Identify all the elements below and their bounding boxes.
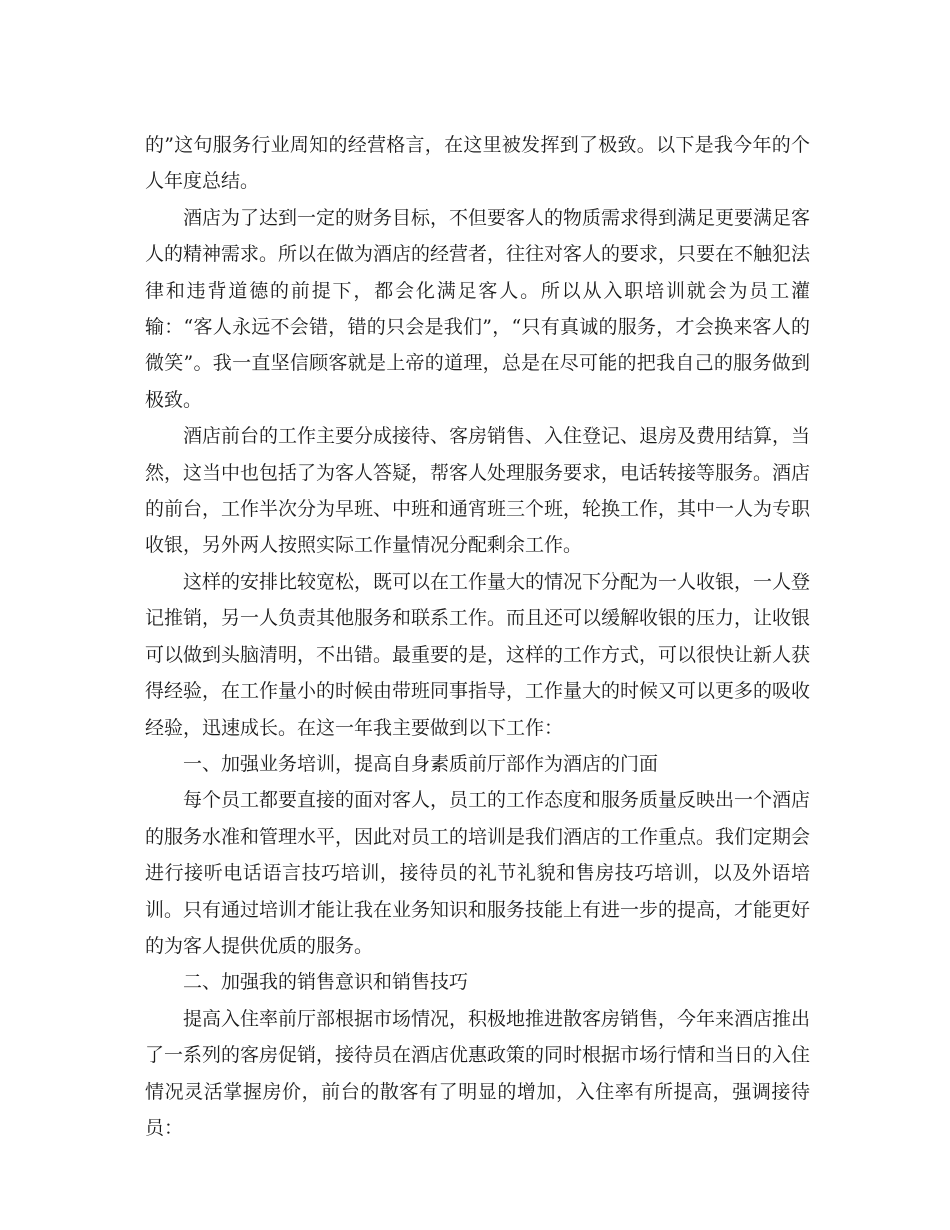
document-body	[145, 127, 810, 1146]
paragraph-training: 每个员工都要直接的面对客人，员工的工作态度和服务质量反映出一个酒店的服务水准和管理水平，因此对员工的培训是我们酒店的工作重点。我们定期会进行接听电话语言技巧培训，接待员的礼节礼貌和售房技巧培训，以及外语培训。只有通过培训才能让我在业务知识和服务技能上有进一步的提高，才能更好的为客人提供优质的服务。	[145, 789, 811, 957]
section-heading-sales: 二、加强我的销售意识和销售技巧	[183, 971, 469, 994]
paragraph-financial-goals: 酒店为了达到一定的财务目标，不但要客人的物质需求得到满足更要满足客人的精神需求。所以在做为酒店的经营者，往往对客人的要求，只要在不触犯法律和违背道德的前提下，都会化满足客人。所以从入职培训就会为员工灌输：“客人永远不会错，错的只会是我们”，“只有真诚的服务，才会换来客人的微笑”。我一直坚信顾客就是上帝的道理，总是在尽可能的把我自己的服务做到极致。	[145, 206, 811, 411]
paragraph-front-desk-duties: 酒店前台的工作主要分成接待、客房销售、入住登记、退房及费用结算，当然，这当中也包括了为客人答疑，帮客人处理服务要求，电话转接等服务。酒店的前台，工作半次分为早班、中班和通宵班三个班，轮换工作，其中一人为专职收银，另外两人按照实际工作量情况分配剩余工作。	[145, 425, 811, 557]
paragraph-shift-arrangement: 这样的安排比较宽松，既可以在工作量大的情况下分配为一人收银，一人登记推销，另一人负责其他服务和联系工作。而且还可以缓解收银的压力，让收银可以做到头脑清明，不出错。最重要的是，这样的工作方式，可以很快让新人获得经验，在工作量小的时候由带班同事指导，工作量大的时候又可以更多的吸收经验，迅速成长。在这一年我主要做到以下工作：	[145, 570, 811, 739]
paragraph-sales: 提高入住率前厅部根据市场情况，积极地推进散客房销售，今年来酒店推出了一系列的客房促销，接待员在酒店优惠政策的同时根据市场行情和当日的入住情况灵活掌握房价，前台的散客有了明显的增加，入住率有所提高，强调接待员：	[145, 1007, 811, 1139]
paragraph-continuation: 的”这句服务行业周知的经营格言，在这里被发挥到了极致。以下是我今年的个人年度总结。	[145, 134, 810, 193]
section-heading-training: 一、加强业务培训，提高自身素质前厅部作为酒店的门面	[183, 752, 659, 775]
